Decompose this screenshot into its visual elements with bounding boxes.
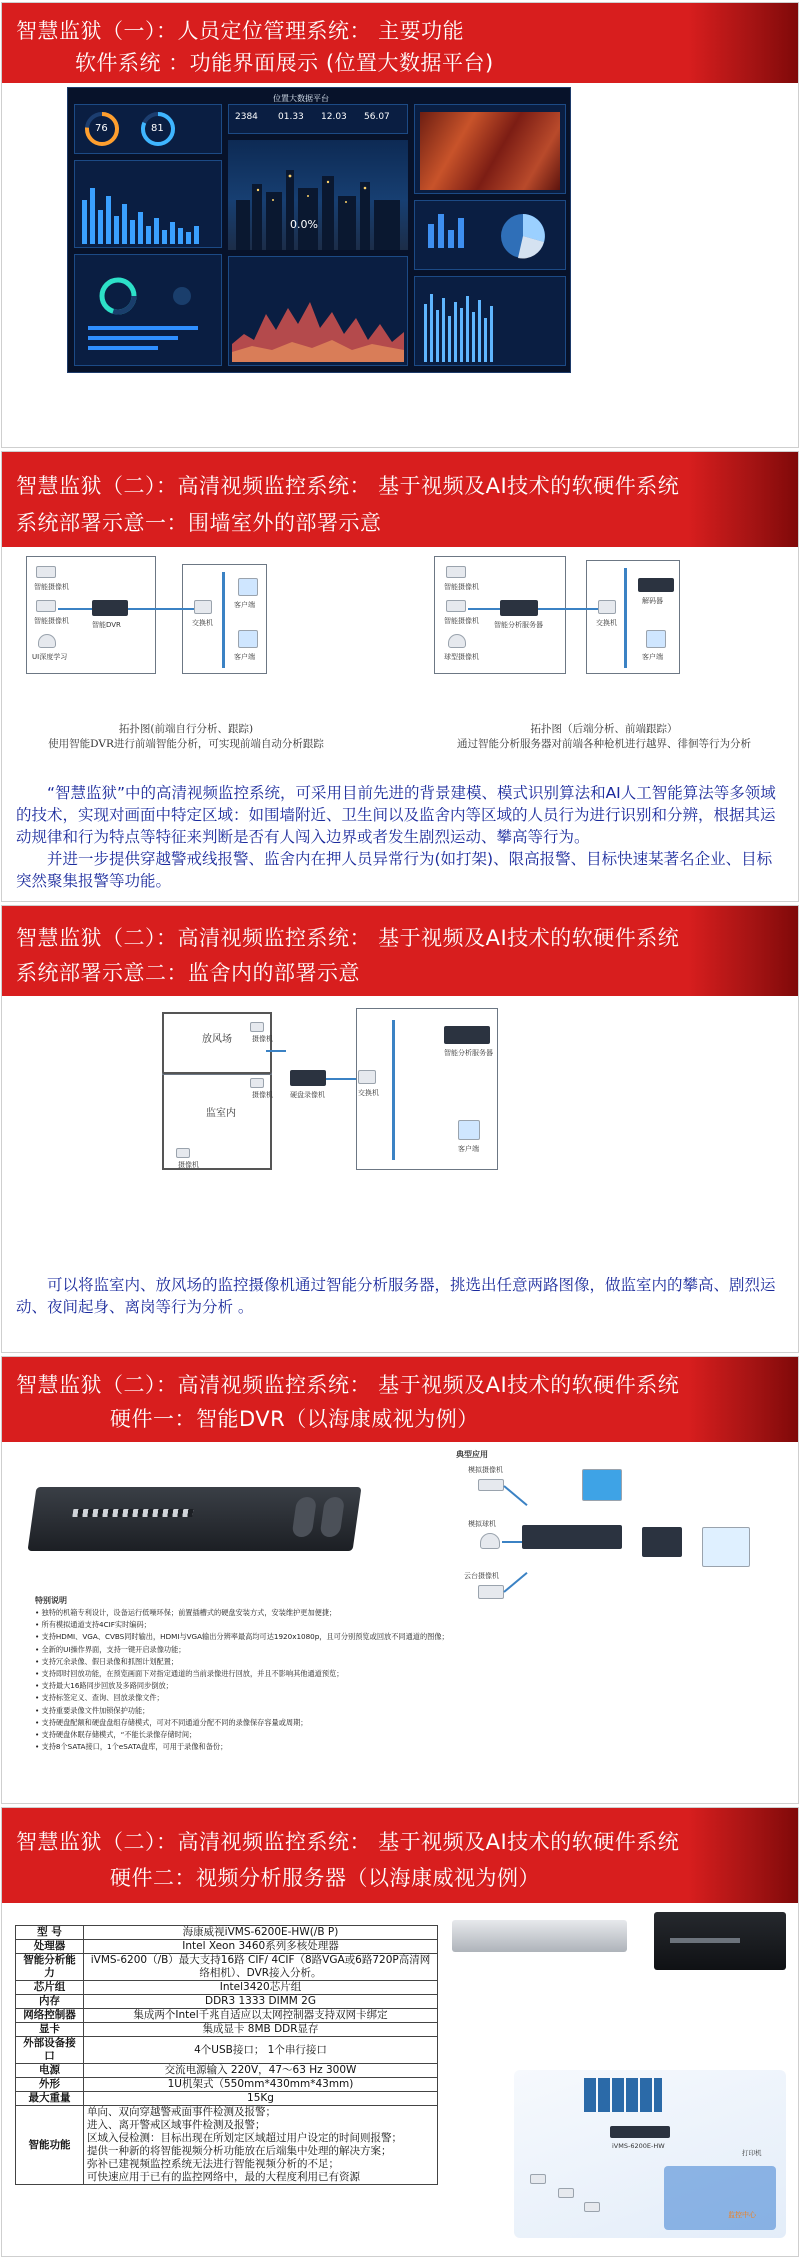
camera-device — [446, 600, 466, 612]
ring-chart-graphic — [82, 268, 212, 358]
slide-title-line1: 智慧监狱（二）：高清视频监控系统： 基于视频及AI技术的软硬件系统 — [16, 926, 680, 950]
device-label: 智能摄像机 — [34, 617, 69, 625]
city-night-image — [228, 140, 408, 250]
device-label: 打印机 — [742, 2149, 762, 2157]
bus-line — [222, 572, 225, 668]
device-label: 智能DVR — [92, 621, 121, 629]
spec-row — [16, 2092, 438, 2106]
client-pc — [646, 630, 666, 648]
spec-key: 最大重量 — [16, 2092, 84, 2106]
spec-value: DDR3 1333 DIMM 2G — [84, 1995, 438, 2009]
device-label: 智能分析服务器 — [444, 1049, 493, 1057]
analysis-server — [610, 2126, 670, 2138]
feature-item: • 全新的UI操作界面，支持一键开启录像功能； — [35, 1644, 755, 1656]
spec-value: 集成显卡 8MB DDR显存 — [84, 2023, 438, 2037]
feature-item: • 支持8个SATA接口，1个eSATA盘库，可用于录像和备份； — [35, 1741, 755, 1753]
link-line — [266, 1050, 286, 1052]
device-label: 交换机 — [192, 619, 213, 627]
camera-device — [36, 566, 56, 578]
slide-title-line2: 硬件二：视频分析服务器（以海康威视为例） — [110, 1866, 540, 1890]
camera-device — [530, 2174, 546, 2184]
slide-3 — [1, 905, 799, 1353]
device-label: 球型摄像机 — [444, 653, 479, 661]
caption-line: 使用智能DVR进行前端智能分析，可实现前端自动分析跟踪 — [48, 738, 324, 750]
area-chart-graphic — [232, 284, 404, 362]
spec-row — [16, 1981, 438, 1995]
device-label: 交换机 — [596, 619, 617, 627]
dvr-disk-bay — [319, 1497, 345, 1537]
monitor-center-box — [664, 2166, 776, 2230]
client-pc — [238, 578, 258, 596]
spec-row — [16, 2078, 438, 2092]
device-label: 客户端 — [234, 653, 255, 661]
feature-item: • 支持HDMI、VGA、CVBS同时输出，HDMI与VGA输出分辨率最高均可达1920x1080p，且可分别预览或回放不同通道的图像； — [35, 1631, 755, 1643]
slide-2 — [1, 451, 799, 902]
slide-title-line2: 软件系统 ：功能界面展示 (位置大数据平台) — [75, 51, 494, 75]
spec-value: 单向、双向穿越警戒面事件检测及报警； 进入、离开警戒区域事件检测及报警； 区域入侵检测：目标出现在所划定区域超过用户设定的时间则报警； 提供一种新的将智能视频分析功能放在后端集中处理的解决方案； 弥补已建视频监控系统无法进行智能视频分析的不足； 可快速应用于已有的监控网络中，最的大程度利用已有资源 — [84, 2106, 438, 2185]
feature-list — [35, 1607, 755, 1753]
spec-key: 智能功能 — [16, 2106, 84, 2185]
slide-header — [2, 3, 798, 83]
dvr-device — [92, 600, 128, 616]
link-line — [503, 1485, 527, 1506]
spec-key: 电源 — [16, 2064, 84, 2078]
spec-value: 交流电源输入 220V，47～63 Hz 300W — [84, 2064, 438, 2078]
link-line — [538, 608, 598, 610]
slide-title-line2: 系统部署示意一：围墙室外的部署示意 — [16, 511, 382, 535]
caption-right — [434, 722, 774, 752]
feature-item: • 支持最大16路同步回放及多路同步倒放； — [35, 1680, 755, 1692]
dvr-device — [522, 1525, 622, 1549]
spec-value: 集成两个Intel千兆自适应以太网控制器支持双网卡绑定 — [84, 2009, 438, 2023]
dvr-product-image — [28, 1487, 362, 1551]
spec-key: 芯片组 — [16, 1981, 84, 1995]
client-pc — [458, 1120, 480, 1140]
camera-device — [36, 600, 56, 612]
feature-item: • 所有模拟通道支持4CIF实时编码； — [35, 1619, 755, 1631]
cell-deployment-diagram — [162, 1012, 502, 1172]
slide-title-line2: 硬件一：智能DVR（以海康威视为例） — [110, 1407, 479, 1431]
link-line — [503, 1572, 527, 1593]
slide-title-line1: 智慧监狱（一）：人员定位管理系统： 主要功能 — [16, 19, 465, 43]
bus-line — [392, 1020, 395, 1160]
gauge-value: 76 — [95, 123, 108, 134]
device-label: 硬盘录像机 — [290, 1091, 325, 1099]
camera-device — [250, 1022, 264, 1032]
room-label: 监室内 — [206, 1108, 236, 1119]
dome-camera-device — [448, 634, 466, 648]
switch-device — [194, 600, 212, 614]
stat-value: 56.07 — [364, 112, 390, 122]
client-pc — [238, 630, 258, 648]
dome-camera — [480, 1533, 500, 1549]
body-paragraph: 并进一步提供穿越警戒线报警、监舍内在押人员异常行为(如打架)、限高报警、目标快速某著名企业、目标突然聚集报警等功能。 — [16, 850, 773, 890]
spec-row — [16, 2106, 438, 2185]
dvr-disk-bay — [291, 1497, 317, 1537]
center-value: 0.0% — [290, 218, 318, 231]
switch-device — [598, 600, 616, 614]
device-label: 摄像机 — [178, 1161, 199, 1169]
stat-value: 2384 — [235, 112, 258, 122]
device-label: 模拟摄像机 — [468, 1466, 503, 1474]
ptz-camera — [478, 1585, 504, 1599]
slide-title-line2: 系统部署示意二：监舍内的部署示意 — [16, 961, 360, 985]
device-label: 客户端 — [642, 653, 663, 661]
spec-key: 显卡 — [16, 2023, 84, 2037]
heatmap-image — [420, 112, 560, 190]
spec-value: Intel3420芯片组 — [84, 1981, 438, 1995]
device-label: iVMS-6200E-HW — [612, 2142, 665, 2150]
device-label: 解码器 — [642, 597, 663, 605]
slide-title-line1: 智慧监狱（二）：高清视频监控系统： 基于视频及AI技术的软硬件系统 — [16, 1830, 680, 1854]
spec-row — [16, 1926, 438, 1940]
slide-4 — [1, 1356, 799, 1804]
device-label: 云台摄像机 — [464, 1572, 499, 1580]
bar-chart-graphic — [78, 170, 218, 244]
link-line — [58, 608, 92, 610]
body-paragraph: 可以将监室内、放风场的监控摄像机通过智能分析服务器，挑选出任意两路图像，做监室内的攀高、剧烈运动、夜间起身、离岗等行为分析 。 — [16, 1276, 776, 1316]
spec-row — [16, 2037, 438, 2064]
feature-item: • 支持重要录像文件加锁保护功能； — [35, 1705, 755, 1717]
column-chart-graphic — [424, 288, 560, 362]
spec-row — [16, 2009, 438, 2023]
keyboard-device — [642, 1527, 682, 1557]
spec-row — [16, 1940, 438, 1954]
feature-item: • 支持冗余录像、假日录像和抓图计划配置； — [35, 1656, 755, 1668]
feature-item: • 支持标签定义、查询、回放录像文件； — [35, 1692, 755, 1704]
spec-key: 内存 — [16, 1995, 84, 2009]
body-paragraph: “智慧监狱”中的高清视频监控系统，可采用目前先进的背景建模、模式识别算法和AI人工智能算法等多领域的技术，实现对画面中特定区域：如围墙附近、卫生间以及监舍内等区域的人员行为进行识别和分辨，根据其运动规律和行为特点等特征来判断是否有人闯入边界或者发生剧烈运动、攀高等行为。 — [16, 784, 776, 846]
caption-line: 拓扑图(前端自行分析、跟踪) — [118, 723, 254, 735]
link-line — [502, 1541, 522, 1543]
spec-value: iVMS-6200（/B）最大支持16路 CIF/ 4CIF（8路VGA或6路720P高清网络相机）、DVR接入分析。 — [84, 1954, 438, 1981]
device-label: 智能摄像机 — [444, 617, 479, 625]
link-line — [326, 1078, 356, 1080]
spec-key: 外形 — [16, 2078, 84, 2092]
spec-value: Intel Xeon 3460系列多核处理器 — [84, 1940, 438, 1954]
topology-diagram-left — [26, 556, 271, 678]
slide-header — [2, 1808, 798, 1903]
stat-value: 12.03 — [321, 112, 347, 122]
device-label: 智能摄像机 — [34, 583, 69, 591]
slide-header — [2, 1357, 798, 1442]
caption-line: 通过智能分析服务器对前端各种枪机进行越界、徘徊等行为分析 — [457, 738, 751, 750]
server-product-image-2 — [654, 1912, 786, 1970]
spec-key: 型 号 — [16, 1926, 84, 1940]
pie-chart-graphic — [428, 206, 558, 266]
slide-header — [2, 452, 798, 547]
camera-device — [250, 1078, 264, 1088]
spec-key: 外部设备接口 — [16, 2037, 84, 2064]
link-line — [128, 608, 194, 610]
dvr-front-panel — [72, 1509, 193, 1517]
spec-row — [16, 1995, 438, 2009]
spec-table — [15, 1925, 438, 2185]
nvr-device — [290, 1070, 326, 1086]
device-label: 智能摄像机 — [444, 583, 479, 591]
topology-diagram-right — [434, 556, 682, 678]
slide-5 — [1, 1807, 799, 2257]
server-product-image — [452, 1920, 627, 1952]
camera-device — [558, 2188, 574, 2198]
caption-line: 拓扑图（后端分析、前端跟踪） — [530, 723, 678, 735]
feature-item: • 支持硬盘配额和硬盘盘组存储模式，可对不同通道分配不同的录像保存容量或周期； — [35, 1717, 755, 1729]
link-line — [468, 608, 500, 610]
features-title: 特别说明 — [35, 1596, 67, 1605]
video-wall — [584, 2078, 662, 2112]
device-label: 客户端 — [458, 1145, 479, 1153]
device-label: 智能分析服务器 — [494, 621, 543, 629]
feature-item: • 支持硬盘休眠存储模式，“不能长录像存储时间； — [35, 1729, 755, 1741]
spec-key: 网络控制器 — [16, 2009, 84, 2023]
client-pc — [702, 1527, 750, 1567]
slide-1 — [1, 2, 799, 448]
spec-value: 海康威视iVMS-6200E-HW(/B P) — [84, 1926, 438, 1940]
spec-value: 15Kg — [84, 2092, 438, 2106]
dome-camera-device — [38, 634, 56, 648]
device-label: 监控中心 — [728, 2211, 756, 2219]
device-label: 客户端 — [234, 601, 255, 609]
room-label: 放风场 — [202, 1034, 232, 1045]
analysis-app-diagram — [514, 2070, 786, 2238]
bus-line — [624, 568, 627, 668]
server-device — [500, 600, 538, 616]
spec-value: 1U机架式（550mm*430mm*43mm) — [84, 2078, 438, 2092]
spec-row — [16, 2064, 438, 2078]
slide-title-line1: 智慧监狱（二）：高清视频监控系统： 基于视频及AI技术的软硬件系统 — [16, 1373, 680, 1397]
caption-left — [46, 722, 326, 752]
spec-value: 4个USB接口； 1个串行接口 — [84, 2037, 438, 2064]
typical-app-label: 典型应用 — [456, 1450, 488, 1459]
analysis-server — [444, 1026, 490, 1044]
gauge-value: 81 — [151, 123, 164, 134]
stat-value: 01.33 — [278, 112, 304, 122]
room-divider — [162, 1072, 272, 1075]
server-front-strip — [670, 1938, 740, 1943]
device-label: 交换机 — [358, 1089, 379, 1097]
spec-row — [16, 2023, 438, 2037]
device-label: 摄像机 — [252, 1035, 273, 1043]
camera-device — [584, 2202, 600, 2212]
spec-key: 处理器 — [16, 1940, 84, 1954]
spec-row — [16, 1954, 438, 1981]
device-label: UI深度学习 — [32, 653, 68, 661]
slide-header — [2, 906, 798, 996]
slide-title-line1: 智慧监狱（二）：高清视频监控系统： 基于视频及AI技术的软硬件系统 — [16, 474, 680, 498]
decoder-device — [638, 578, 674, 592]
spec-key: 智能分析能力 — [16, 1954, 84, 1981]
device-label: 摄像机 — [252, 1091, 273, 1099]
dashboard-title: 位置大数据平台 — [273, 94, 329, 103]
camera-device — [446, 566, 466, 578]
feature-item: • 独特的机箱专利设计，设备运行低噪环保；前置插槽式的硬盘安装方式，安装维护更加便捷； — [35, 1607, 755, 1619]
camera-device — [176, 1148, 190, 1158]
analog-camera — [478, 1479, 504, 1491]
monitor-display — [582, 1469, 622, 1501]
location-dashboard-screenshot — [67, 87, 571, 373]
feature-item: • 支持即时回放功能，在预览画面下对指定通道的当前录像进行回放，并且不影响其他通道预览； — [35, 1668, 755, 1680]
device-label: 模拟球机 — [468, 1520, 496, 1528]
